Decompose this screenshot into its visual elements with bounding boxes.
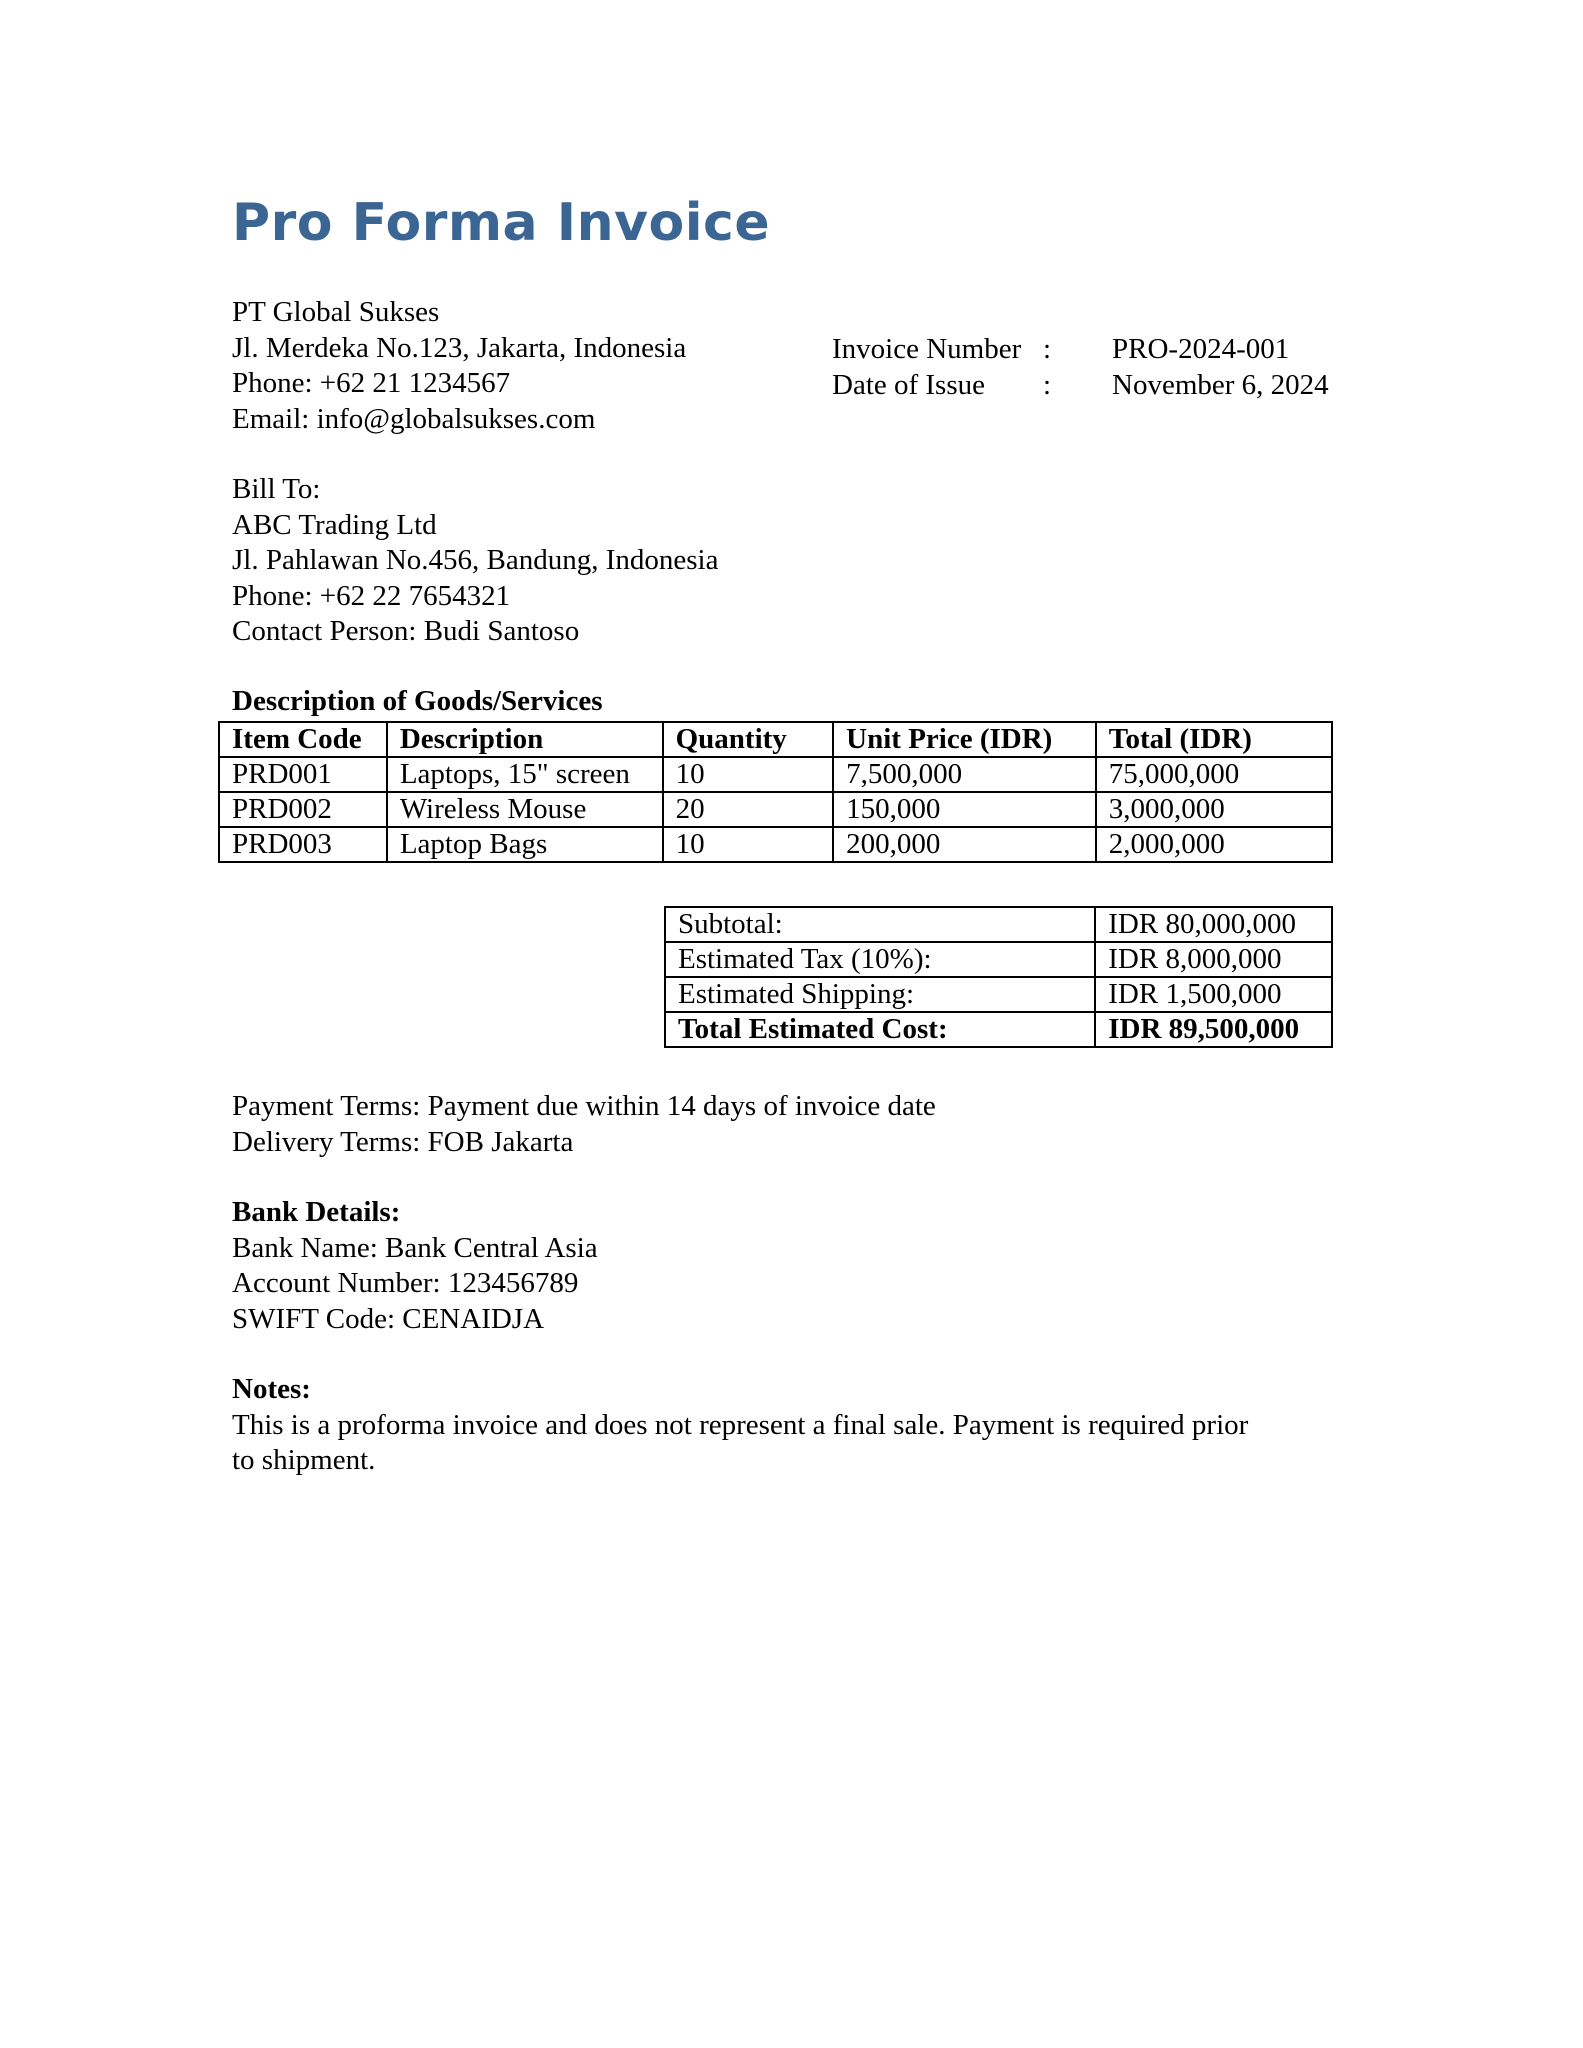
- bank-details: [232, 1195, 598, 1337]
- payment-terms: Payment Terms: Payment due within 14 days of invoice date: [232, 1090, 936, 1122]
- page-title: Pro Forma Invoice: [232, 193, 771, 253]
- date-of-issue-value: November 6, 2024: [1112, 369, 1329, 401]
- date-of-issue-colon: :: [1043, 369, 1052, 401]
- invoice-number-colon: :: [1043, 333, 1052, 365]
- bank-name: Bank Name: Bank Central Asia: [232, 1231, 598, 1264]
- quantity-cell: 10: [663, 757, 834, 792]
- delivery-terms: Delivery Terms: FOB Jakarta: [232, 1125, 574, 1158]
- swift-code: SWIFT Code: CENAIDJA: [232, 1302, 545, 1335]
- unit-price-cell: 150,000: [833, 792, 1096, 827]
- bill-to-phone: Phone: +62 22 7654321: [232, 579, 511, 612]
- bill-to: [232, 472, 719, 650]
- totals-table: [664, 906, 1333, 1048]
- date-of-issue-row: [832, 367, 1372, 403]
- bill-to-contact: Contact Person: Budi Santoso: [232, 615, 580, 647]
- grand-total-label: Total Estimated Cost:: [665, 1012, 1095, 1047]
- table-row: [219, 792, 1332, 827]
- account-number: Account Number: 123456789: [232, 1267, 579, 1299]
- bill-to-name: ABC Trading Ltd: [232, 508, 437, 541]
- description-cell: Laptop Bags: [387, 827, 663, 862]
- seller-address: Jl. Merdeka No.123, Jakarta, Indonesia: [232, 331, 687, 364]
- grand-total-value: IDR 89,500,000: [1095, 1012, 1332, 1047]
- notes-line-1: This is a proforma invoice and does not represent a final sale. Payment is required prior: [232, 1408, 1249, 1441]
- tax-row: [665, 942, 1332, 977]
- column-header: Description: [387, 722, 663, 757]
- notes: [232, 1372, 1248, 1479]
- table-row: [219, 827, 1332, 862]
- item-code-cell: PRD003: [219, 827, 387, 862]
- bill-to-address: Jl. Pahlawan No.456, Bandung, Indonesia: [232, 544, 719, 576]
- seller-name: PT Global Sukses: [232, 296, 440, 328]
- invoice-number-label: Invoice Number: [832, 333, 1022, 365]
- subtotal-label: Subtotal:: [665, 907, 1095, 942]
- total-cell: 75,000,000: [1096, 757, 1332, 792]
- goods-table-header: [219, 722, 1332, 757]
- column-header: Unit Price (IDR): [833, 722, 1096, 757]
- quantity-cell: 10: [663, 827, 834, 862]
- invoice-meta: [832, 331, 1372, 403]
- shipping-row: [665, 977, 1332, 1012]
- total-cell: 2,000,000: [1096, 827, 1332, 862]
- description-cell: Laptops, 15" screen: [387, 757, 663, 792]
- goods-heading-text: Description of Goods/Services: [232, 685, 603, 717]
- seller-info: [232, 295, 686, 437]
- seller-phone: Phone: +62 21 1234567: [232, 367, 511, 399]
- bank-details-heading: Bank Details:: [232, 1196, 401, 1228]
- total-cell: 3,000,000: [1096, 792, 1332, 827]
- invoice-number-value: PRO-2024-001: [1112, 333, 1290, 365]
- shipping-label: Estimated Shipping:: [665, 977, 1095, 1012]
- bill-to-heading: Bill To:: [232, 473, 321, 505]
- tax-value: IDR 8,000,000: [1095, 942, 1332, 977]
- tax-label: Estimated Tax (10%):: [665, 942, 1095, 977]
- quantity-cell: 20: [663, 792, 834, 827]
- column-header: Total (IDR): [1096, 722, 1332, 757]
- table-row: [219, 757, 1332, 792]
- invoice-number-row: [832, 331, 1372, 367]
- notes-line-2: to shipment.: [232, 1444, 376, 1476]
- seller-email: Email: info@globalsukses.com: [232, 402, 596, 435]
- column-header: Quantity: [663, 722, 834, 757]
- goods-heading: [232, 684, 603, 720]
- date-of-issue-label: Date of Issue: [832, 369, 986, 401]
- item-code-cell: PRD001: [219, 757, 387, 792]
- terms: [232, 1089, 936, 1160]
- subtotal-row: [665, 907, 1332, 942]
- shipping-value: IDR 1,500,000: [1095, 977, 1332, 1012]
- column-header: Item Code: [219, 722, 387, 757]
- unit-price-cell: 200,000: [833, 827, 1096, 862]
- goods-table: [218, 721, 1333, 863]
- subtotal-value: IDR 80,000,000: [1095, 907, 1332, 942]
- grand-total-row: [665, 1012, 1332, 1047]
- unit-price-cell: 7,500,000: [833, 757, 1096, 792]
- item-code-cell: PRD002: [219, 792, 387, 827]
- notes-heading: Notes:: [232, 1373, 311, 1405]
- description-cell: Wireless Mouse: [387, 792, 663, 827]
